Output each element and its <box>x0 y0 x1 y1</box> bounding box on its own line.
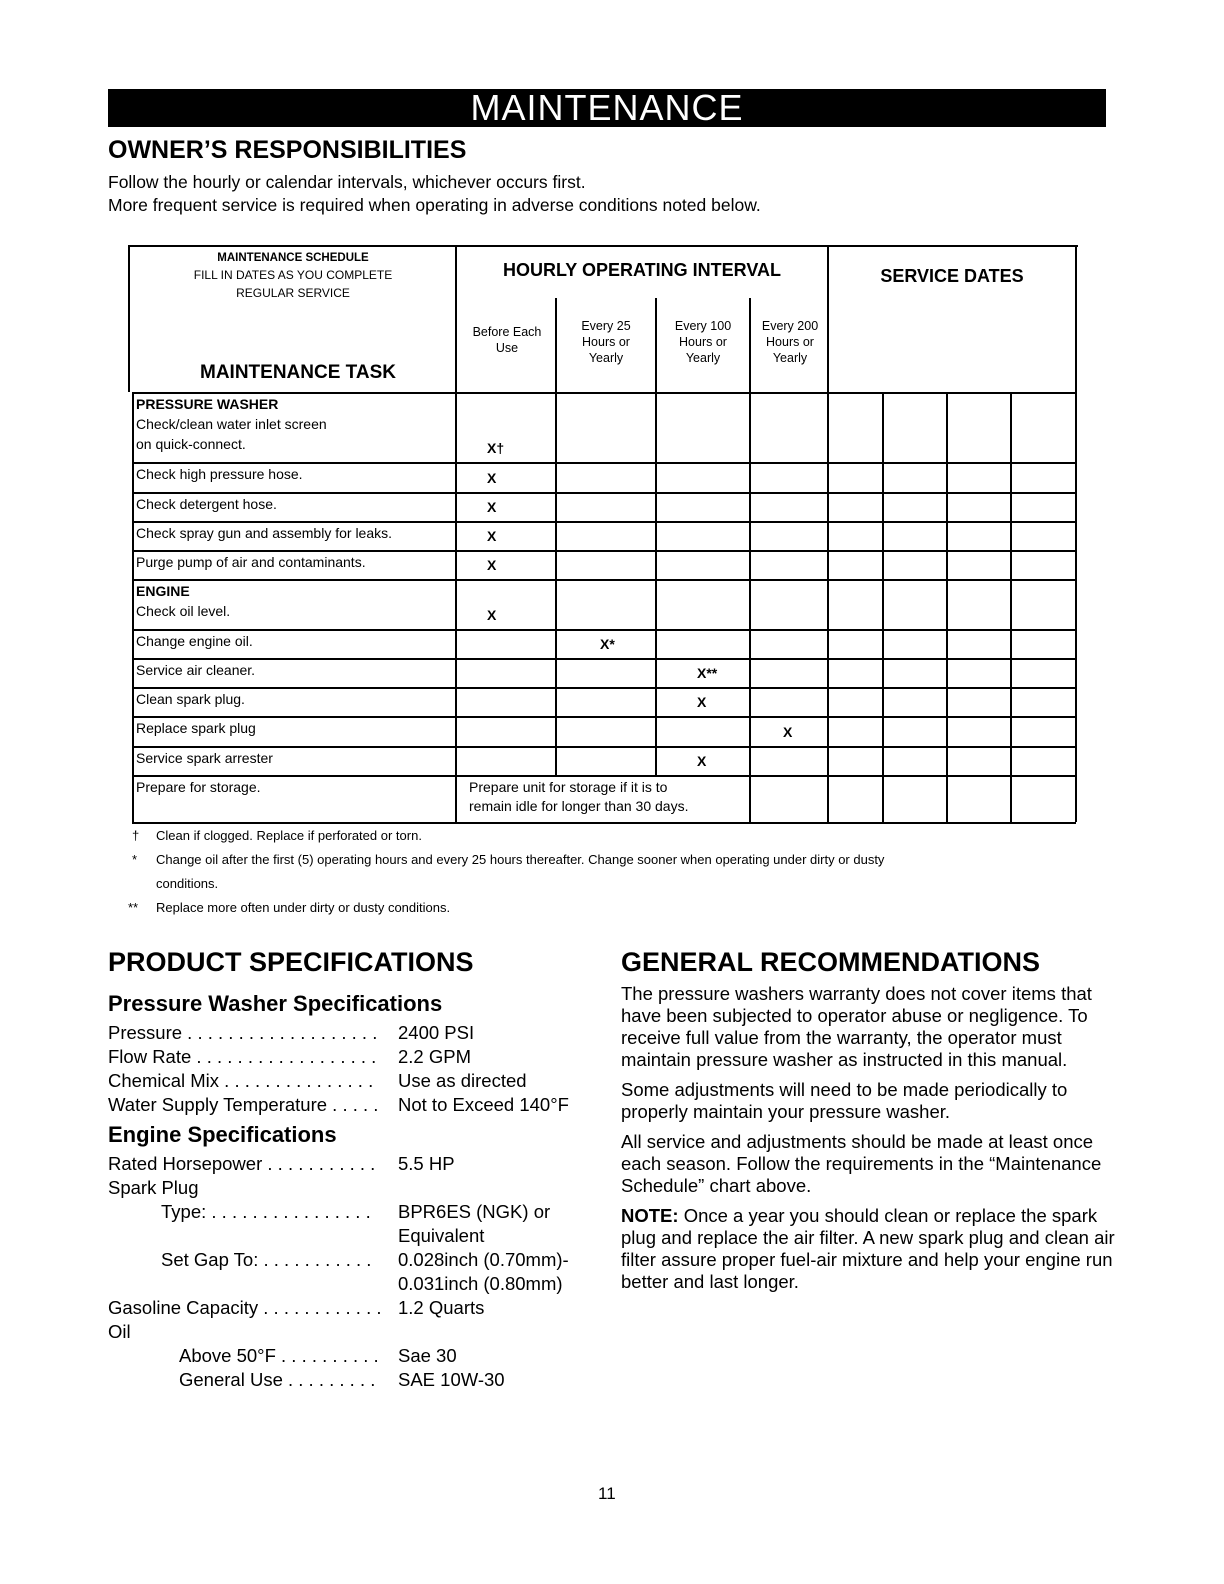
task-label: Service air cleaner. <box>136 662 256 678</box>
table-left-rule <box>132 392 134 822</box>
schedule-corner-subtitle: FILL IN DATES AS YOU COMPLETE <box>193 268 393 282</box>
pressure-washer-spec-list <box>108 1021 588 1121</box>
footnote: † Clean if clogged. Replace if perforated or torn. <box>132 828 422 843</box>
schedule-corner-subtitle: REGULAR SERVICE <box>236 286 350 300</box>
table-left-rule <box>128 245 130 392</box>
column-header-every-25: Every 25 Hours or Yearly <box>581 319 631 365</box>
interval-mark: X <box>487 470 497 486</box>
spec-row: Gasoline Capacity . . . . . . . . . . . . 1.2 Quarts <box>108 1297 485 1318</box>
spec-row: Set Gap To: . . . . . . . . . . . 0.028inch (0.70mm)- 0.031inch (0.80mm) <box>161 1249 569 1294</box>
owners-responsibilities-heading: OWNER’S RESPONSIBILITIES <box>108 136 467 164</box>
section-label: ENGINE <box>136 583 190 599</box>
table-row-rule <box>132 716 1076 718</box>
table-row-rule <box>132 629 1076 631</box>
task-label: Check detergent hose. <box>136 496 277 512</box>
interval-mark: X <box>487 499 497 515</box>
general-recommendations-body <box>621 983 1121 1301</box>
table-row-rule <box>132 492 1076 494</box>
spec-row: Oil <box>108 1321 131 1342</box>
table-row-rule <box>132 462 1076 464</box>
spec-row: Flow Rate . . . . . . . . . . . . . . . . . . 2.2 GPM <box>108 1046 471 1067</box>
interval-mark: X <box>697 694 707 710</box>
table-row-rule <box>132 746 1076 748</box>
task-label: Service spark arrester <box>136 750 273 766</box>
table-column-rule <box>555 298 557 775</box>
recommendation-paragraph: All service and adjustments should be made at least once each season. Follow the requirements in the “Maintenance Schedule” chart above. <box>621 1131 1102 1196</box>
hourly-interval-header: HOURLY OPERATING INTERVAL <box>502 260 782 280</box>
task-label: Clean spark plug. <box>136 691 245 707</box>
engine-specs-heading: Engine Specifications <box>108 1122 337 1147</box>
table-row-rule <box>132 687 1076 689</box>
spec-row: Type: . . . . . . . . . . . . . . . . BPR6ES (NGK) or Equivalent <box>161 1201 551 1246</box>
storage-note: Prepare unit for storage if it is to <box>469 779 668 795</box>
spec-row: Pressure . . . . . . . . . . . . . . . . . . . 2400 PSI <box>108 1022 475 1043</box>
schedule-corner-title: MAINTENANCE SCHEDULE <box>217 252 369 264</box>
interval-mark: X <box>487 528 497 544</box>
table-column-rule <box>749 298 751 775</box>
interval-mark: X** <box>697 665 718 681</box>
task-label: Purge pump of air and contaminants. <box>136 554 366 570</box>
table-row-rule <box>132 775 1076 777</box>
table-column-rule <box>749 775 751 822</box>
spec-row: Spark Plug <box>108 1177 199 1198</box>
task-label: on quick-connect. <box>136 436 246 452</box>
interval-mark: X* <box>600 636 615 652</box>
spec-row: Water Supply Temperature . . . . . Not to Exceed 140°F <box>108 1094 569 1115</box>
table-column-rule <box>455 245 457 822</box>
task-label: Check spray gun and assembly for leaks. <box>136 525 393 541</box>
task-label: Prepare for storage. <box>136 779 261 795</box>
schedule-footnotes <box>130 824 1070 920</box>
interval-mark: X <box>783 724 793 740</box>
table-column-rule <box>827 245 829 822</box>
table-row-rule <box>132 550 1076 552</box>
product-specifications-heading: PRODUCT SPECIFICATIONS <box>108 947 474 977</box>
task-label: Replace spark plug <box>136 720 256 736</box>
column-header-every-100: Every 100 Hours or Yearly <box>674 319 732 365</box>
task-label: Check/clean water inlet screen <box>136 416 327 432</box>
table-right-rule <box>1075 245 1077 822</box>
intro-line: Follow the hourly or calendar intervals, whichever occurs first. <box>108 172 586 192</box>
footnote: * Change oil after the first (5) operating hours and every 25 hours thereafter. Change sooner when operating under dirty or dusty conditions. <box>132 852 885 891</box>
table-row-rule <box>132 521 1076 523</box>
table-row-rule <box>132 658 1076 660</box>
intro-line: More frequent service is required when operating in adverse conditions noted below. <box>108 195 761 215</box>
maintenance-banner: MAINTENANCE <box>108 89 1106 127</box>
general-recommendations-heading: GENERAL RECOMMENDATIONS <box>621 947 1041 977</box>
maintenance-task-header: MAINTENANCE TASK <box>200 362 396 383</box>
column-header-before-each-use: Before Each Use <box>472 325 542 355</box>
engine-spec-list <box>108 1152 588 1392</box>
column-header-every-200: Every 200 Hours or Yearly <box>761 319 819 365</box>
pressure-washer-specs-heading: Pressure Washer Specifications <box>108 991 443 1016</box>
service-date-column-rule <box>1010 392 1012 822</box>
service-date-column-rule <box>946 392 948 822</box>
storage-note: remain idle for longer than 30 days. <box>469 798 689 814</box>
interval-mark: X <box>487 557 497 573</box>
spec-row: Rated Horsepower . . . . . . . . . . . 5.5 HP <box>108 1153 455 1174</box>
table-column-rule <box>655 298 657 775</box>
service-date-column-rule <box>882 392 884 822</box>
page-number: 11 <box>598 1484 616 1503</box>
interval-mark: X <box>487 607 497 623</box>
task-label: Check oil level. <box>136 603 231 619</box>
task-label: Check high pressure hose. <box>136 466 303 482</box>
interval-mark: X <box>697 753 707 769</box>
recommendation-paragraph: The pressure washers warranty does not cover items that have been subjected to operator abuse or negligence. To receive full value from the warranty, the operator must maintain pressure washer as instructed in this manual. <box>621 983 1092 1070</box>
task-label: Change engine oil. <box>136 633 253 649</box>
recommendation-paragraph: Some adjustments will need to be made periodically to properly maintain your pressure washer. <box>621 1079 1068 1122</box>
recommendation-note: NOTE: Once a year you should clean or replace the spark plug and replace the air filter. A new spark plug and clean air filter assure proper fuel-air mixture and help your engine run better and last longer. <box>621 1205 1115 1292</box>
footnote: ** Replace more often under dirty or dusty conditions. <box>128 900 451 915</box>
spec-row: Chemical Mix . . . . . . . . . . . . . . . Use as directed <box>108 1070 527 1091</box>
spec-row: General Use . . . . . . . . . SAE 10W-30 <box>179 1369 505 1390</box>
interval-mark: X† <box>487 440 505 456</box>
service-dates-header: SERVICE DATES <box>880 266 1024 286</box>
spec-row: Above 50°F . . . . . . . . . . Sae 30 <box>179 1345 457 1366</box>
table-top-rule <box>128 245 1078 247</box>
table-row-rule <box>132 579 1076 581</box>
section-label: PRESSURE WASHER <box>136 396 279 412</box>
table-row-rule <box>132 392 1076 394</box>
